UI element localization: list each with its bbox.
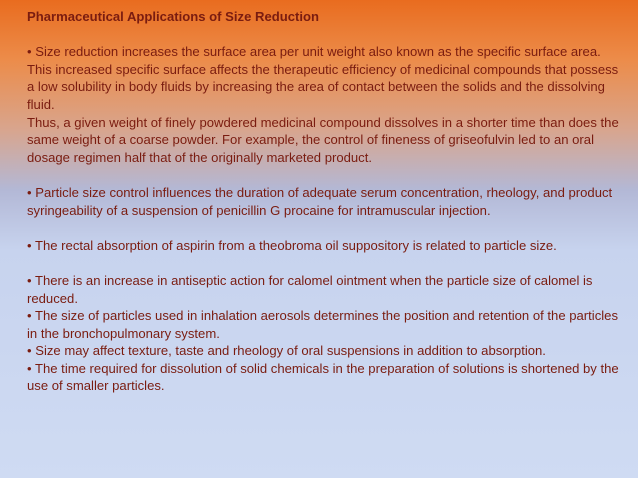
paragraph-penicillin: • Particle size control influences the duration of adequate serum concentration, rheology, and product syringeability of a suspension of penicillin G procaine for intramuscular injection. bbox=[27, 184, 613, 218]
spacer bbox=[27, 219, 627, 237]
spacer bbox=[27, 166, 627, 184]
slide-title: Pharmaceutical Applications of Size Reduction bbox=[27, 9, 320, 24]
paragraph-griseofulvin: Thus, a given weight of finely powdered medicinal compound dissolves in a shorter time than does the same weight of a coarse powder. For example, the control of fineness of griseofulvin led to an oral dosage regimen half that of the originally marketed product. bbox=[27, 114, 619, 165]
paragraph-suspensions: • Size may affect texture, taste and rheology of oral suspensions in addition to absorption. bbox=[27, 343, 546, 359]
paragraph-aerosols: • The size of particles used in inhalation aerosols determines the position and retention of the particles in the bronchopulmonary system. bbox=[27, 308, 618, 341]
paragraph-calomel: • There is an increase in antiseptic action for calomel ointment when the particle size of calomel is reduced. bbox=[27, 272, 593, 306]
paragraph-aspirin: • The rectal absorption of aspirin from a theobroma oil suppository is related to particle size. bbox=[27, 237, 557, 253]
slide-content bbox=[27, 8, 627, 395]
paragraph-surface-area: • Size reduction increases the surface area per unit weight also known as the specific surface area. This increased specific surface affects the therapeutic efficiency of medicinal compounds that possess a low solubility in body fluids by increasing the area of contact between the solids and the dissolving fluid. bbox=[27, 44, 619, 112]
paragraph-dissolution: • The time required for dissolution of solid chemicals in the preparation of solutions is shortened by the use of smaller particles. bbox=[27, 360, 619, 394]
spacer bbox=[27, 254, 627, 272]
